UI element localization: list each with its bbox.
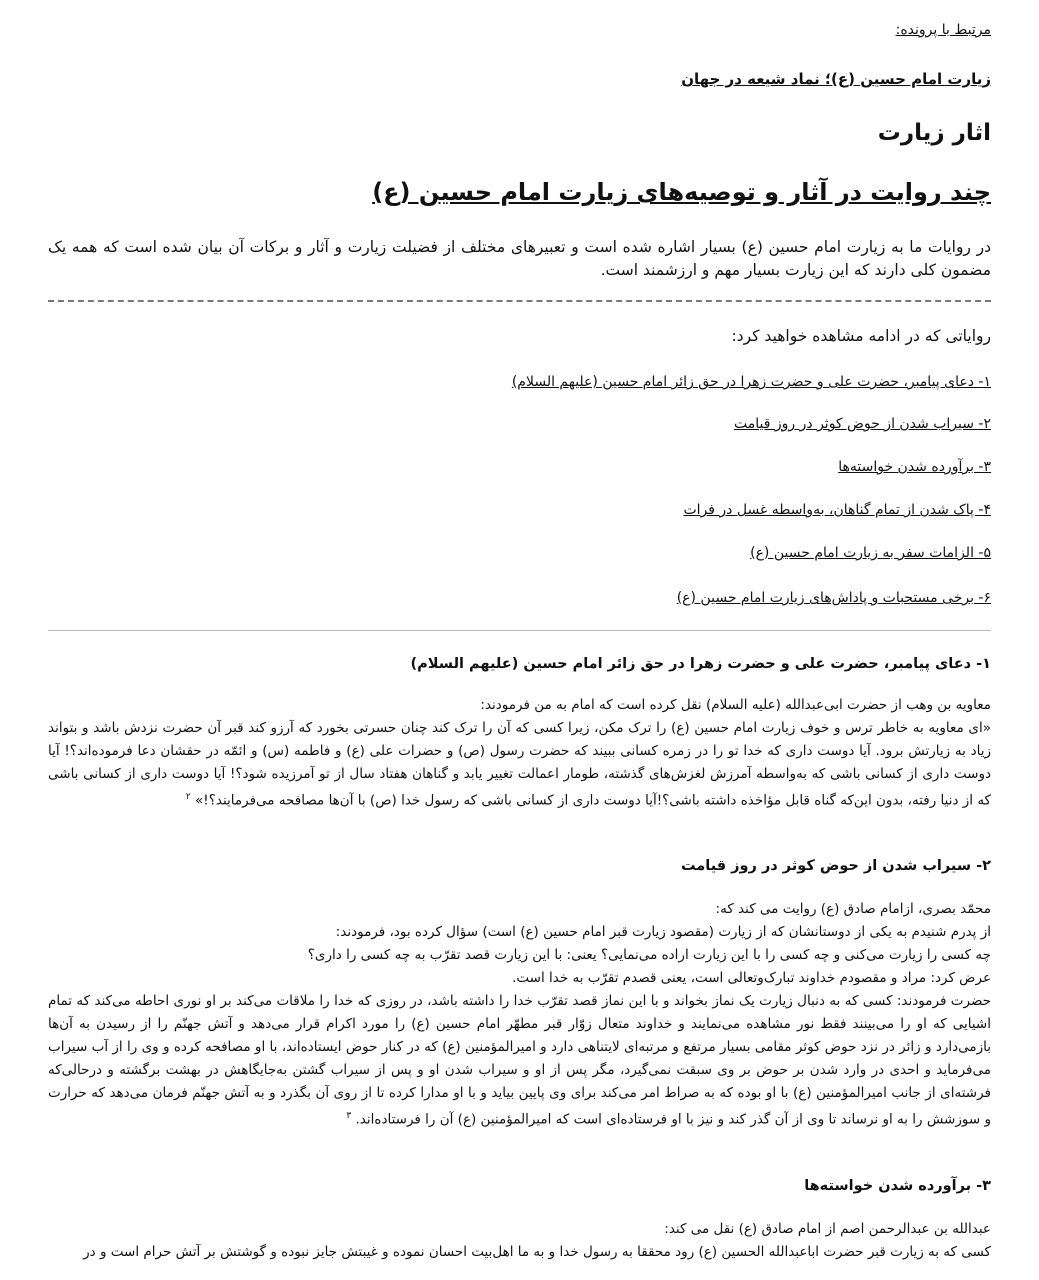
section-3-title: ۳- برآورده شدن خواسته‌ها <box>804 1178 991 1194</box>
section-2-line: محمّد بصری، ازامام صادق (ع) روایت می کند که: <box>715 901 991 917</box>
section-2-line: حضرت فرمودند: کسی که به دنبال زیارت یک نماز بخواند و با این نماز قصد تقرّب خدا را داشته باشد، در روزی که خدا را ملاقات می‌کند بر او نوری احاطه می‌کند که تمام اشیایی که او را می‌بینند فقط نور مشاهده می‌نمایند و خداوند متعال زوّار قبر مطهّر امام حسین (ع) را مورد اکرام قرار می‌دهد و آتش جهنّم را از رسیدن به آن‌ها بازمی‌دارد و زائر در نزد حوض کوثر مقامی بسیار مرتفع و مرتبه‌ای لایتناهی دارد و امیرالمؤمنین (ع) که در کنار حوض ایستاده‌اند، با او مصافحه کرده و وی را از آب سیراب می‌فرماید و احدی در وارد شدن بر حوض بر وی سبقت نمی‌گیرد، مگر پس از او و سیراب شدن او و پس از سیراب گشتن به‌جایگاهش در بهشت برگشته و درحالی‌که فرشته‌ای از جانب امیرالمؤمنین (ع) با او بوده که به صراط امر می‌کند برای وی پایین بیاید و با او مدارا کرده تا از روی آن بگذرد و به آتش جهنّم فرمان می‌دهد که حرارت و سوزشش را به او نرساند تا وی از آن گذر کند و نیز با او فرستاده‌ای است که امیرالمؤمنین (ع) آن را فرستاده‌اند. <box>48 993 991 1128</box>
dashed-divider <box>48 300 991 302</box>
toc-item-1[interactable]: ۱- دعای پیامبر، حضرت علی و حضرت زهرا در حق زائر امام حسین (علیهم السلام) <box>511 374 991 390</box>
page-title: چند روایت در آثار و توصیه‌های زیارت امام حسین (ع) <box>372 178 991 206</box>
section-2-line: از پدرم شنیدم به یکی از دوستانشان که از زیارت (مقصود زیارت قبر امام حسین (ع) است) سؤال کرده بود، فرمودند: <box>335 924 991 940</box>
toc-item-6[interactable]: ۶- برخی مستحبات و پاداش‌های زیارت امام حسین (ع) <box>676 590 991 606</box>
section-divider <box>48 630 991 631</box>
intro-paragraph: در روایات ما به زیارت امام حسین (ع) بسیار اشاره شده است و تعبیرهای مختلف از فضیلت زیارت و آثار و برکات آن بیان شده است که همه یک مضمون کلی دارند که این زیارت بسیار مهم و ارزشمند است. <box>48 238 991 279</box>
section-1-title: ۱- دعای پیامبر، حضرت علی و حضرت زهرا در حق زائر امام حسین (علیهم السلام) <box>410 656 991 672</box>
section-2-line: چه کسی را زیارت می‌کنی و چه کسی را با این زیارت اراده می‌نمایی؟ یعنی: با این زیارت قصد تقرّب به چه کسی را داری؟ <box>307 947 991 963</box>
toc-item-5[interactable]: ۵- الزامات سفر به زیارت امام حسین (ع) <box>750 545 991 561</box>
section-1-line: معاویه بن وهب از حضرت ابی‌عبدالله (علیه السلام) نقل کرده است که امام به من فرمودند: <box>480 697 991 713</box>
section-1-body <box>48 694 991 813</box>
toc-item-4[interactable]: ۴- پاک شدن از تمام گناهان، به‌واسطه غسل در فرات <box>683 502 991 518</box>
section-heading: اثار زیارت <box>877 120 991 146</box>
section-1-line: «ای معاویه به خاطر ترس و خوف زیارت امام حسین (ع) را ترک مکن، زیرا کسی که آن را ترک کند چنان حسرتی بخورد که آرزو کند قبر آن حضرت نزدش باشد و بتواند زیاد به زیارتش برود. آیا دوست داری که خدا تو را در زمره کسانی ببیند که حضرت رسول (ص) و حضرات علی (ع) و فاطمه (س) و ائمّه در حقشان دعا فرموده‌اند؟! آیا دوست داری از کسانی باشی که به‌واسطه آمرزش لغزش‌های گذشته، طومار اعمالت تغییر یابد و گناهان هفتاد سال از تو آمرزیده شود؟! آیا دوست داری از کسانی باشی که از دنیا رفته، بدون این‌که گناه قابل مؤاخذه داشته باشی؟!آیا دوست داری از کسانی باشی که رسول خدا (ص) با آن‌ها مصافحه می‌فرمایند؟!» <box>48 720 991 809</box>
toc-item-3[interactable]: ۳- برآورده شدن خواسته‌ها <box>838 459 991 475</box>
toc-lead: روایاتی که در ادامه مشاهده خواهید کرد: <box>731 327 991 345</box>
related-to-dossier-label[interactable]: مرتبط با پرونده: <box>895 22 991 38</box>
section-2-title: ۲- سیراب شدن از حوض کوثر در روز قیامت <box>680 858 991 874</box>
section-3-body <box>48 1218 991 1264</box>
dossier-link[interactable]: زیارت امام حسین (ع)؛ نماد شیعه در جهان <box>681 70 991 88</box>
toc-item-2[interactable]: ۲- سیراب شدن از حوض کوثر در روز قیامت <box>734 416 991 432</box>
section-3-line: کسی که به زیارت قبر حضرت اباعبدالله الحسین (ع) رود محققا به رسول خدا و به ما اهل‌بیت احسان نموده و غیبتش جایز نبوده و گوشتش بر آتش حرام است و در <box>83 1244 991 1260</box>
footnote-marker[interactable]: ۲ <box>185 792 191 802</box>
footnote-marker[interactable]: ۳ <box>346 1111 352 1121</box>
section-2-line: عرض کرد: مراد و مقصودم خداوند تبارک‌وتعالی است، یعنی قصدم تقرّب به خدا است. <box>512 970 991 986</box>
section-2-body <box>48 898 991 1132</box>
section-3-line: عبدالله بن عبدالرحمن اصم از امام صادق (ع) نقل می کند: <box>664 1221 991 1237</box>
